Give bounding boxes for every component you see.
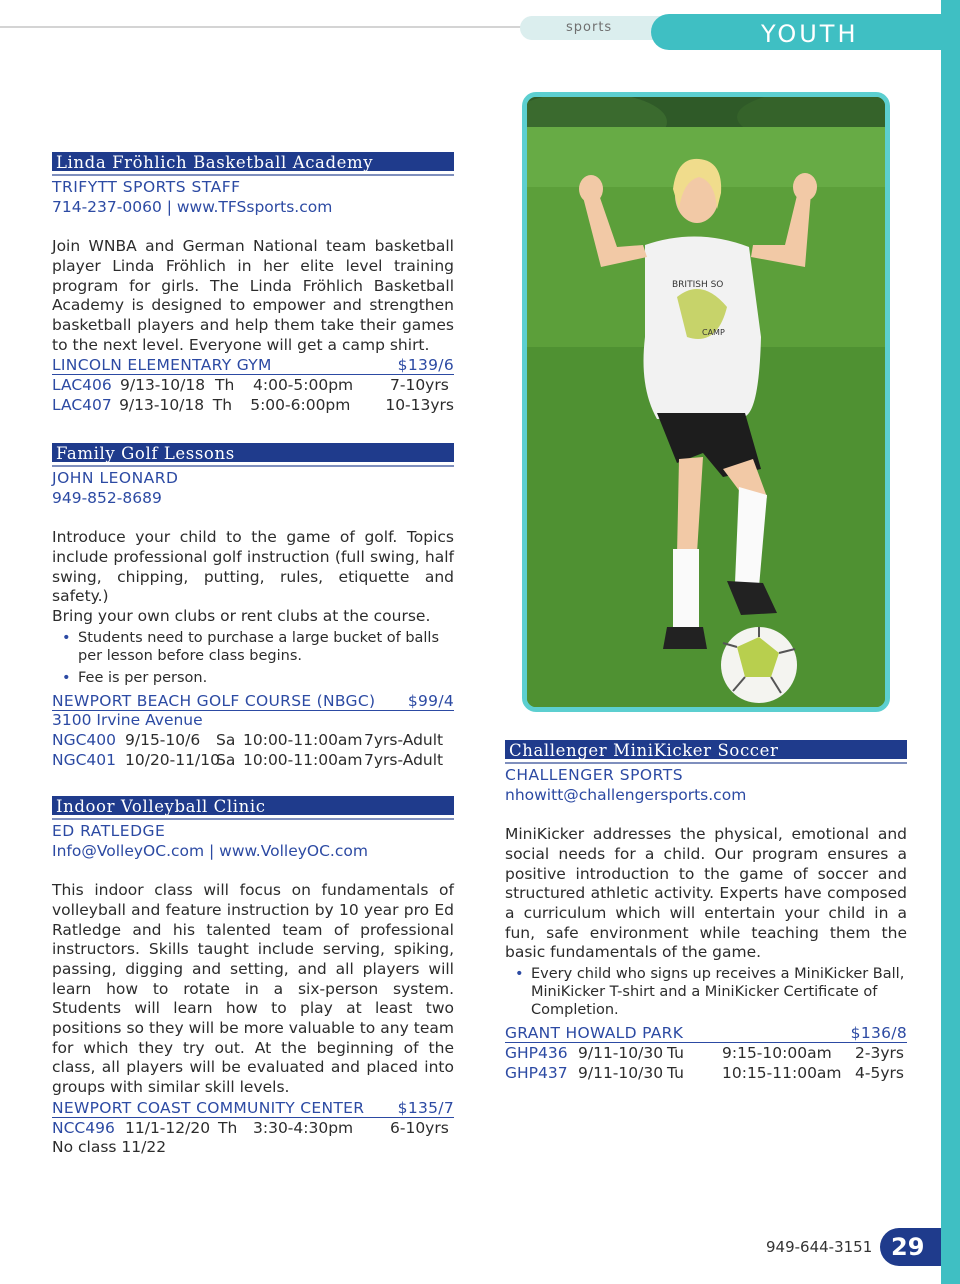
- bullet-item: • Every child who signs up receives a MiniKicker Ball, MiniKicker T-shirt and a MiniKicker Certificate of Completion.: [515, 966, 905, 1019]
- footer-phone: 949-644-3151: [766, 1238, 873, 1256]
- location-line: [505, 1023, 907, 1043]
- session-code[interactable]: LAC406: [52, 376, 112, 395]
- session-ages: 7yrs-Adult: [364, 751, 444, 770]
- program-title: Linda Fröhlich Basketball Academy: [52, 152, 454, 174]
- program-soccer: [505, 740, 907, 1083]
- header-rule: [0, 26, 530, 28]
- session-row: [52, 1118, 454, 1138]
- program-title: Indoor Volleyball Clinic: [52, 796, 454, 818]
- session-row: [505, 1043, 907, 1063]
- bullet-item: • Fee is per person.: [62, 669, 208, 686]
- program-basketball: [52, 152, 454, 415]
- session-time: 10:00-11:00am: [243, 751, 363, 770]
- price: $139/6: [397, 356, 454, 375]
- page-number: 29: [880, 1228, 941, 1266]
- session-code[interactable]: NGC400: [52, 731, 117, 750]
- session-time: 5:00-6:00pm: [250, 396, 351, 415]
- program-provider: JOHN LEONARD: [52, 469, 179, 487]
- session-day: Th: [212, 396, 233, 415]
- location-name: NEWPORT COAST COMMUNITY CENTER: [52, 1098, 365, 1117]
- session-day: Sa: [216, 751, 236, 770]
- program-title: Family Golf Lessons: [52, 443, 454, 465]
- session-time: 9:15-10:00am: [722, 1044, 832, 1063]
- session-ages: 2-3yrs: [855, 1044, 904, 1063]
- session-dates: 10/20-11/10: [125, 751, 220, 770]
- photo-illustration: [527, 97, 885, 707]
- bullet-item: • Students need to purchase a large bucket of balls per lesson before class begins.: [62, 629, 440, 664]
- session-day: Tu: [667, 1064, 684, 1083]
- program-contact[interactable]: 949-852-8689: [52, 488, 162, 507]
- price: $99/4: [407, 691, 454, 710]
- program-description: MiniKicker addresses the physical, emotional and social needs for a child. Our program ensures a positive introduction to the game of soccer and structured athletic activity. Experts have composed a curriculum which will entertain your child in a fun, safe environment while teaching them the basic fundamentals of the game.: [505, 825, 907, 962]
- program-description: Introduce your child to the game of golf. Topics include professional golf instruction (full swing, half swing, chipping, putting, rules, etiquette and safety.): [52, 528, 454, 606]
- bullet-list: [52, 629, 454, 687]
- program-contact[interactable]: nhowitt@challengersports.com: [505, 785, 747, 804]
- session-row: [52, 730, 454, 750]
- location-name: NEWPORT BEACH GOLF COURSE (NBGC): [52, 691, 376, 710]
- bullet-icon: •: [62, 669, 71, 686]
- program-note: Bring your own clubs or rent clubs at the course.: [52, 606, 431, 625]
- program-volleyball: [52, 796, 454, 1158]
- session-row: [505, 1063, 907, 1083]
- session-ages: 6-10yrs: [390, 1118, 449, 1137]
- session-dates: 11/1-12/20: [125, 1118, 211, 1137]
- session-ages: 7yrs-Adult: [364, 731, 444, 750]
- session-day: Sa: [216, 731, 236, 750]
- session-time: 3:30-4:30pm: [253, 1118, 354, 1137]
- svg-text:CAMP: CAMP: [702, 328, 725, 337]
- session-ages: 7-10yrs: [390, 376, 449, 395]
- program-contact[interactable]: 714-237-0060 | www.TFSsports.com: [52, 197, 333, 216]
- bullet-list: [505, 965, 907, 1019]
- program-provider: ED RATLEDGE: [52, 822, 166, 840]
- sports-tab: sports: [520, 16, 670, 40]
- session-row: [52, 395, 454, 415]
- session-row: [52, 750, 454, 770]
- session-dates: 9/15-10/6: [125, 731, 201, 750]
- location-address: 3100 Irvine Avenue: [52, 710, 203, 729]
- session-code[interactable]: GHP437: [505, 1064, 568, 1083]
- program-contact[interactable]: Info@VolleyOC.com | www.VolleyOC.com: [52, 841, 368, 860]
- bullet-icon: •: [62, 629, 71, 646]
- session-dates: 9/13-10/18: [119, 396, 205, 415]
- price: $135/7: [397, 1098, 454, 1117]
- session-dates: 9/11-10/30: [578, 1064, 664, 1083]
- location-name: GRANT HOWALD PARK: [505, 1024, 684, 1043]
- location-name: LINCOLN ELEMENTARY GYM: [52, 356, 272, 375]
- session-code[interactable]: GHP436: [505, 1044, 568, 1063]
- location-line: [52, 355, 454, 375]
- session-day: Th: [218, 1118, 238, 1137]
- session-row: [52, 375, 454, 395]
- youth-section-tab: YOUTH: [651, 14, 960, 50]
- location-line: [52, 691, 454, 711]
- session-time: 4:00-5:00pm: [253, 376, 354, 395]
- session-footnote: No class 11/22: [52, 1137, 167, 1156]
- program-provider: TRIFYTT SPORTS STAFF: [52, 178, 241, 196]
- session-time: 10:00-11:00am: [243, 731, 363, 750]
- session-day: Th: [215, 376, 235, 395]
- location-line: [52, 1098, 454, 1118]
- session-code[interactable]: LAC407: [52, 396, 112, 415]
- session-ages: 4-5yrs: [855, 1064, 904, 1083]
- bullet-icon: •: [515, 966, 524, 983]
- price: $136/8: [850, 1024, 907, 1043]
- session-code[interactable]: NGC401: [52, 751, 117, 770]
- soccer-player-photo: [522, 92, 890, 712]
- program-provider: CHALLENGER SPORTS: [505, 766, 684, 784]
- shirt-print: BRITISH SO: [672, 280, 724, 290]
- program-description: This indoor class will focus on fundamentals of volleyball and feature instruction by 10 year pro Ed Ratledge and his talented team of professional instructors. Skills taught include serving, spiking, passing, digging and setting, and all players will learn how to rotate in a six-person system. Students will learn how to play at least two positions so they will be more valuable to any team for which they try out. At the beginning of the class, all players will be evaluated and placed into groups with similar skill levels.: [52, 881, 454, 1097]
- session-code[interactable]: NCC496: [52, 1118, 115, 1137]
- side-color-strip: [941, 0, 960, 1284]
- program-title: Challenger MiniKicker Soccer: [505, 740, 907, 762]
- program-description: Join WNBA and German National team basketball player Linda Fröhlich in her elite level training program for girls. The Linda Fröhlich Basketball Academy is designed to empower and strengthen basketball players and help them take their games to the next level. Everyone will get a camp shirt.: [52, 237, 454, 354]
- session-time: 10:15-11:00am: [722, 1064, 842, 1083]
- program-golf: [52, 443, 454, 770]
- session-day: Tu: [667, 1044, 684, 1063]
- session-dates: 9/13-10/18: [120, 376, 206, 395]
- session-dates: 9/11-10/30: [578, 1044, 664, 1063]
- session-ages: 10-13yrs: [385, 396, 454, 415]
